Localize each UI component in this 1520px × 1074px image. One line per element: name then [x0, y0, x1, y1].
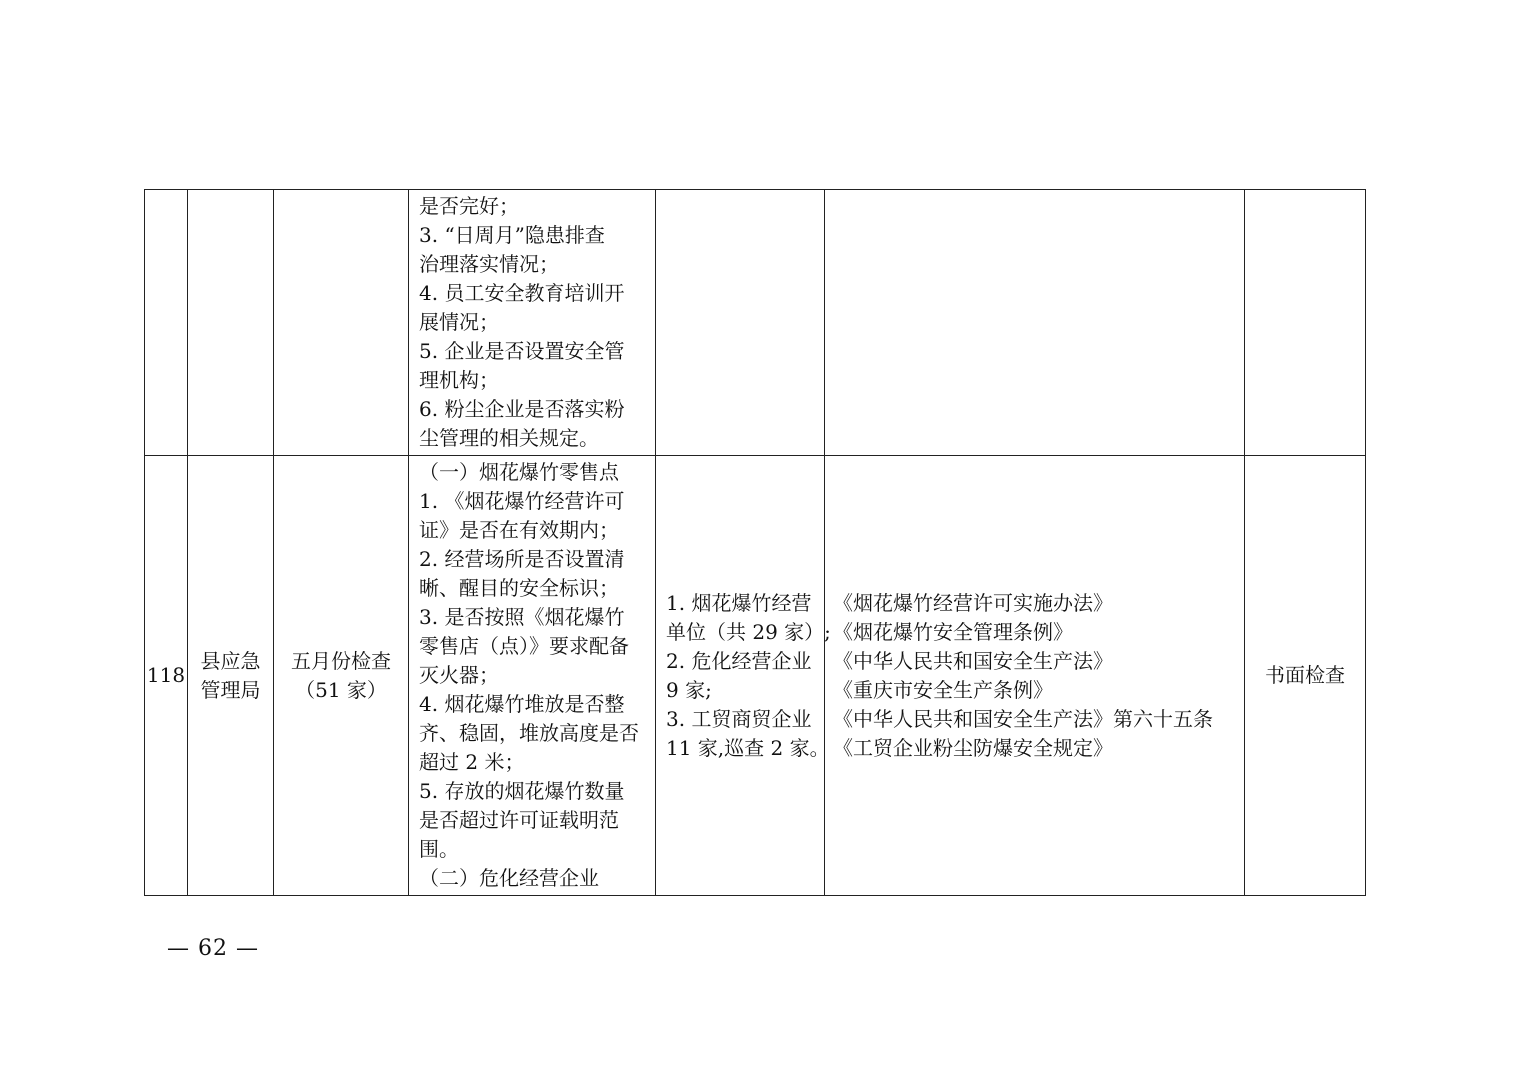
cell-line: 尘管理的相关规定。	[419, 426, 599, 450]
cell-line: 围。	[419, 837, 459, 861]
row-number-cell: 118	[145, 456, 188, 896]
inspection-target-cell	[656, 456, 831, 896]
inspection-content-cell	[409, 456, 656, 896]
inspection-time-cell	[274, 190, 409, 456]
cell-line: 是否完好；	[419, 194, 519, 218]
inspection-content-cell	[409, 190, 656, 456]
cell-line: 5. 企业是否设置安全管	[419, 339, 625, 363]
cell-line: 1. 《烟花爆竹经营许可	[419, 489, 625, 513]
cell-line: 展情况；	[419, 310, 499, 334]
cell-line: 齐、稳固，堆放高度是否	[419, 721, 639, 745]
cell-line: 证》是否在有效期内；	[419, 518, 619, 542]
cell-line: 管理局	[200, 677, 261, 702]
cell-line: 晰、醒目的安全标识；	[419, 576, 619, 600]
department-cell	[188, 456, 274, 896]
cell-line: 《中华人民共和国安全生产法》	[833, 648, 1113, 673]
cell-line: 超过 2 米；	[419, 750, 525, 774]
cell-line: 11 家,巡查 2 家。	[666, 735, 830, 760]
cell-line: 3. 是否按照《烟花爆竹	[419, 605, 625, 629]
cell-line: 3. “日周月”隐患排查	[419, 223, 605, 247]
cell-line: 《烟花爆竹安全管理条例》	[833, 619, 1073, 644]
cell-line: 治理落实情况；	[419, 252, 559, 276]
inspection-target-cell	[656, 190, 825, 456]
cell-line: 5. 存放的烟花爆竹数量	[419, 779, 625, 803]
cell-line: 《重庆市安全生产条例》	[833, 677, 1053, 702]
department-cell	[188, 190, 274, 456]
cell-line: 理机构；	[419, 368, 499, 392]
row-number-cell	[145, 190, 188, 456]
cell-line: 灭火器；	[419, 663, 499, 687]
table-row	[145, 190, 1366, 456]
cell-line: 《中华人民共和国安全生产法》第六十五条	[833, 706, 1213, 731]
cell-line: 五月份检查	[291, 648, 391, 673]
cell-line: 《工贸企业粉尘防爆安全规定》	[833, 735, 1113, 760]
legal-basis-cell	[825, 190, 1245, 456]
cell-line: 6. 粉尘企业是否落实粉	[419, 397, 625, 421]
cell-line: 1. 烟花爆竹经营	[666, 590, 812, 615]
page-number: — 62 —	[167, 936, 259, 961]
cell-line: 县应急	[200, 648, 261, 673]
inspection-method-cell: 书面检查	[1245, 456, 1366, 896]
inspection-time-cell	[274, 456, 409, 896]
cell-line: 《烟花爆竹经营许可实施办法》	[833, 590, 1113, 615]
cell-line: 是否超过许可证载明范	[419, 808, 619, 832]
cell-line: 单位（共 29 家）;	[666, 619, 831, 644]
inspection-method-cell	[1245, 190, 1366, 456]
cell-line: 2. 危化经营企业	[666, 648, 812, 673]
inspection-table	[144, 189, 1366, 896]
cell-line: 零售店（点）》要求配备	[419, 634, 629, 658]
cell-line: 9 家;	[666, 677, 712, 702]
legal-basis-cell	[825, 456, 1245, 896]
cell-line: （一）烟花爆竹零售点	[419, 460, 619, 484]
cell-line: 4. 烟花爆竹堆放是否整	[419, 692, 625, 716]
cell-line: 4. 员工安全教育培训开	[419, 281, 625, 305]
cell-line: 2. 经营场所是否设置清	[419, 547, 625, 571]
cell-line: （二）危化经营企业	[419, 866, 599, 890]
cell-line: （51 家）	[295, 677, 387, 702]
cell-line: 3. 工贸商贸企业	[666, 706, 812, 731]
table-row	[145, 456, 1366, 896]
